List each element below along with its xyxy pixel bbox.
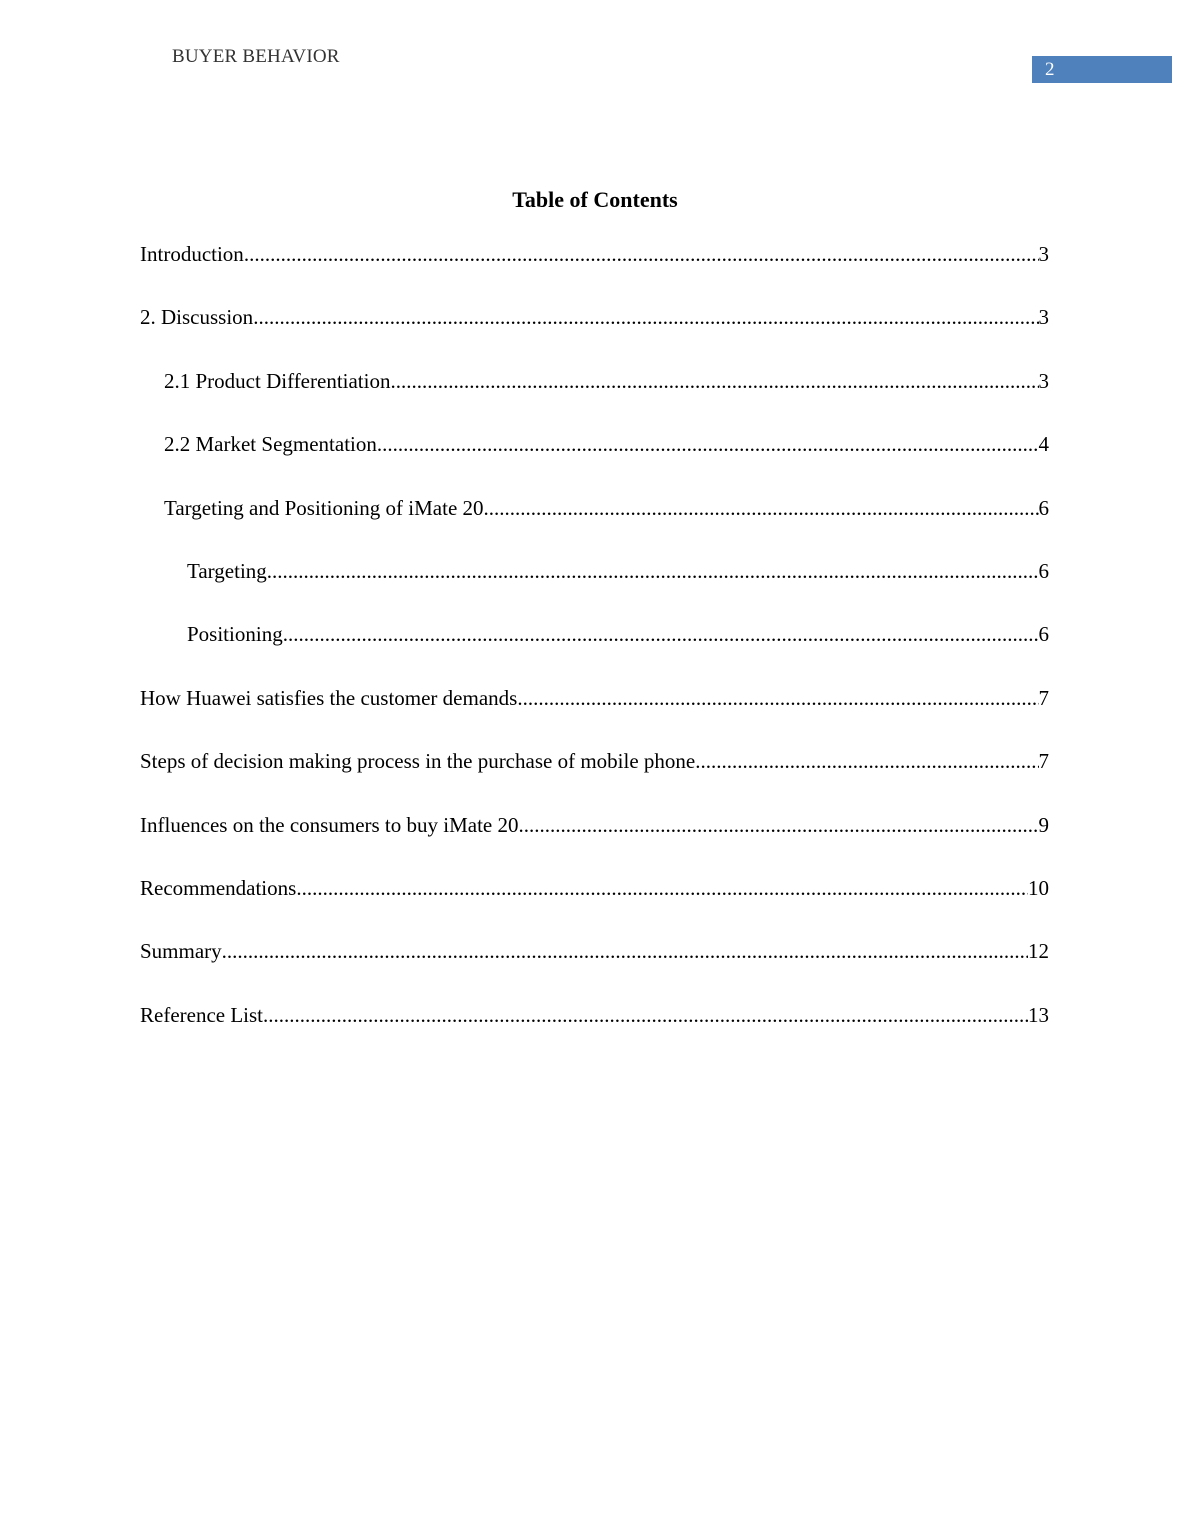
toc-entry-product-differentiation[interactable] — [140, 367, 1049, 430]
toc-dot-leader — [390, 367, 1038, 395]
page-number: 2 — [1032, 56, 1172, 83]
toc-entry-page: 7 — [1038, 685, 1049, 710]
toc-entry-page: 12 — [1028, 939, 1049, 964]
toc-entry-influences[interactable] — [140, 811, 1049, 874]
toc-dot-leader — [377, 430, 1039, 458]
toc-entry-label: Recommendations — [140, 875, 297, 900]
toc-entry-page: 6 — [1038, 558, 1049, 583]
toc-entry-recommendations[interactable] — [140, 874, 1049, 937]
toc-entry-label: Targeting — [187, 558, 267, 583]
toc-entry-page: 3 — [1038, 305, 1049, 330]
toc-entry-page: 9 — [1038, 812, 1049, 837]
toc-entry-label: Reference List — [140, 1002, 264, 1027]
running-head: BUYER BEHAVIOR — [172, 46, 340, 67]
toc-entry-introduction[interactable] — [140, 240, 1049, 303]
toc-entry-label: 2.2 Market Segmentation — [164, 432, 377, 457]
toc-dot-leader — [253, 303, 1038, 331]
toc-entry-summary[interactable] — [140, 937, 1049, 1000]
toc-dot-leader — [296, 874, 1028, 902]
toc-entry-label: Positioning — [187, 622, 283, 647]
toc-entry-page: 3 — [1038, 242, 1049, 266]
toc-entry-page: 6 — [1038, 622, 1049, 647]
toc-dot-leader — [267, 557, 1039, 585]
toc-entry-label: Targeting and Positioning of iMate 20 — [164, 495, 484, 520]
toc-dot-leader — [283, 620, 1039, 648]
toc-entry-label: 2. Discussion — [140, 305, 254, 330]
toc-entry-page: 4 — [1038, 432, 1049, 457]
toc-entry-page: 7 — [1038, 749, 1049, 774]
toc-entry-label: Introduction — [140, 242, 244, 266]
toc-entry-targeting[interactable] — [140, 557, 1049, 620]
toc-dot-leader — [519, 811, 1039, 839]
toc-entry-discussion[interactable] — [140, 303, 1049, 366]
toc-entry-page: 10 — [1028, 875, 1049, 900]
toc-entry-reference-list[interactable] — [140, 1001, 1049, 1064]
toc-entry-targeting-positioning[interactable] — [140, 494, 1049, 557]
toc-entry-page: 6 — [1038, 495, 1049, 520]
toc-entry-label: Steps of decision making process in the purchase of mobile phone — [140, 749, 696, 774]
toc-dot-leader — [484, 494, 1039, 522]
toc-title: Table of Contents — [512, 187, 678, 212]
toc-entry-customer-demands[interactable] — [140, 684, 1049, 747]
toc-entry-market-segmentation[interactable] — [140, 430, 1049, 493]
toc-dot-leader — [222, 937, 1028, 965]
toc-entry-decision-making[interactable] — [140, 747, 1049, 810]
toc-entry-page: 13 — [1028, 1002, 1049, 1027]
toc-dot-leader — [517, 684, 1038, 712]
toc-entry-label: 2.1 Product Differentiation — [164, 368, 391, 393]
toc-dot-leader — [695, 747, 1038, 775]
toc-dot-leader — [244, 240, 1039, 268]
toc-entry-page: 3 — [1038, 368, 1049, 393]
toc-entry-label: Summary — [140, 939, 222, 964]
toc-entry-positioning[interactable] — [140, 620, 1049, 683]
toc-dot-leader — [263, 1001, 1028, 1029]
toc-entry-label: Influences on the consumers to buy iMate 20 — [140, 812, 519, 837]
toc-list — [140, 240, 1049, 1064]
toc-entry-label: How Huawei satisfies the customer demands — [140, 685, 518, 710]
